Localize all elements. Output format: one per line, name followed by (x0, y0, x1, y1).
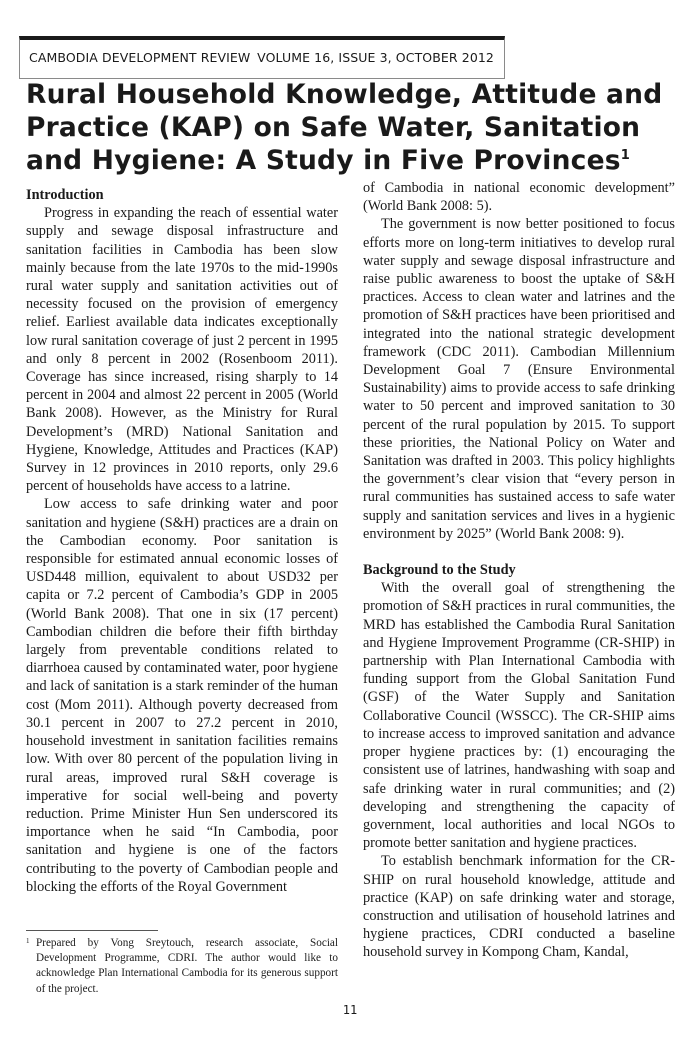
footnote-divider (26, 930, 158, 931)
body-paragraph: Progress in expanding the reach of essential water supply and sewage disposal infrastructure and sanitation facilities in Cambodia has been slow mainly because from the late 1970s to the mid-1990s rural water supply and sanitation activities out of necessity focused on the provision of emergency relief. Earliest available data indicates exceptionally low rural sanitation coverage of just 2 percent in 1995 and only 8 percent in 2002 (Rosenboom 2011). Coverage has since increased, rising sharply to 14 percent in 2004 and almost 22 percent in 2005 (World Bank 2008). However, as the Ministry for Rural Development’s (MRD) National Sanitation and Hygiene, Knowledge, Attitudes and Practices (KAP) Survey in 12 provinces in 2010 reports, only 29.6 percent of households have access to a latrine. (26, 205, 338, 495)
body-paragraph: The government is now better positioned to focus efforts more on long-term initiatives to develop rural water supply and sewage disposal infrastructure and raise public awareness to boost the uptake of S&H practices. Access to clean water and latrines and the promotion of S&H practices have been prioritised and integrated into the national strategic development framework (CDC 2011). Cambodian Millennium Development Goal 7 (Ensure Environmental Sustainability) aims to provide access to safe drinking water to 50 percent and improved sanitation to 30 percent of the rural population by 2015. To support these priorities, the National Policy on Water and Sanitation was drafted in 2003. This policy highlights the government’s clear vision that “every person in rural communities has sustained access to safe water supply and sanitation services and lives in a hygienic environment by 2025” (World Bank 2008: 9). (363, 216, 675, 542)
left-column (26, 186, 338, 896)
title-footnote-marker: 1 (620, 148, 630, 164)
journal-name: CAMBODIA DEVELOPMENT REVIEW (29, 50, 251, 65)
body-paragraph-continuation: of Cambodia in national economic development” (World Bank 2008: 5). (363, 180, 675, 215)
article-title (26, 78, 686, 177)
running-header (19, 36, 505, 79)
footnote-text: Prepared by Vong Sreytouch, research associate, Social Development Programme, CDRI. The author would like to acknowledge Plan International Cambodia for its generous support of the project. (36, 937, 338, 995)
issue-info: VOLUME 16, ISSUE 3, OCTOBER 2012 (257, 50, 494, 65)
right-column (363, 179, 675, 962)
body-paragraph: Low access to safe drinking water and poor sanitation and hygiene (S&H) practices are a drain on the Cambodian economy. Poor sanitation is responsible for estimated annual economic losses of USD448 million, equivalent to about USD32 per capita or 7.2 percent of Cambodia’s GDP in 2005 (World Bank 2008). That one in six (17 percent) Cambodian children die before their fifth birthday largely from preventable conditions related to diarrhoea caused by contaminated water, poor hygiene and lack of sanitation is a stark reminder of the human cost (Mom 2011). Although poverty decreased from 30.1 percent in 2007 to 27.2 percent in 2010, household investment in sanitation facilities remains low. With over 80 percent of the population living in rural areas, improved rural S&H coverage is imperative for social well-being and poverty reduction. Prime Minister Hun Sen underscored its importance when he said “In Cambodia, poor sanitation and hygiene is one of the factors contributing to the poverty of Cambodian people and blocking the efforts of the Royal Government (26, 496, 338, 895)
section-heading-introduction: Introduction (26, 187, 104, 203)
article-title-text: Rural Household Knowledge, Attitude and Practice (KAP) on Safe Water, Sanitation and Hygiene: A Study in Five Provinces (26, 79, 663, 176)
footnote-marker: 1 (26, 937, 30, 945)
body-paragraph: With the overall goal of strengthening the promotion of S&H practices in rural communities, the MRD has established the Cambodia Rural Sanitation and Hygiene Improvement Programme (CR-SHIP) in partnership with Plan International Cambodia with funding support from the Global Sanitation Fund (GSF) of the Water Supply and Sanitation Collaborative Council (WSSCC). The CR-SHIP aims to increase access to improved sanitation and advance proper hygiene practices by: (1) encouraging the consistent use of latrines, handwashing with soap and safe drinking water in rural communities; and (2) developing and strengthening the capacity of government, local authorities and local NGOs to promote better sanitation and hygiene practices. (363, 580, 675, 852)
footnote (26, 936, 338, 997)
section-heading-background: Background to the Study (363, 562, 516, 579)
page-number: 11 (342, 1003, 358, 1017)
body-paragraph: To establish benchmark information for the CR-SHIP on rural household knowledge, attitude and practice (KAP) on safe drinking water and storage, construction and utilisation of household latrines and hygiene practices, CDRI conducted a baseline household survey in Kompong Cham, Kandal, (363, 853, 675, 961)
